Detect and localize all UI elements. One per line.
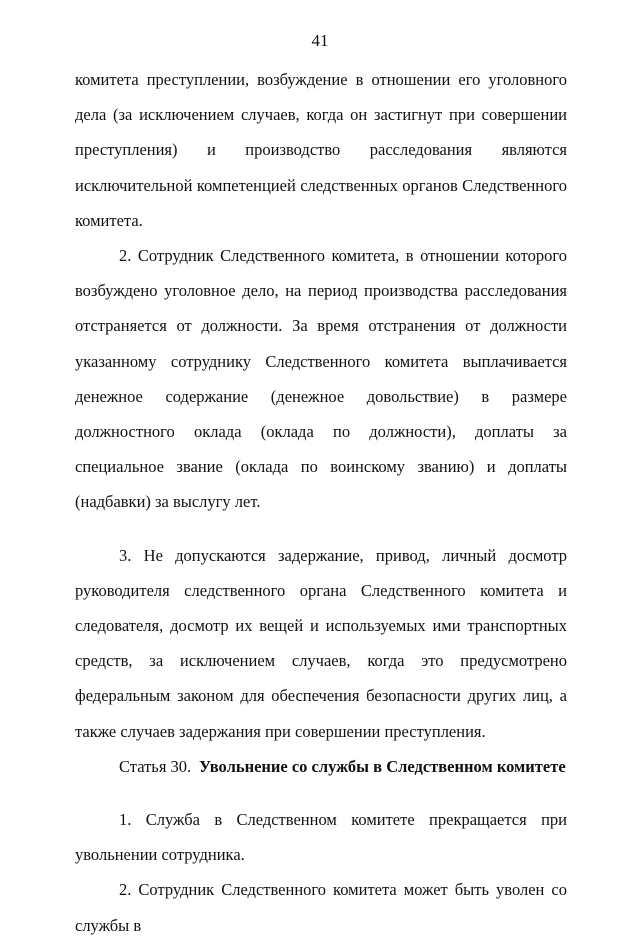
article-heading — [75, 749, 567, 784]
article-paragraph-2: 2. Сотрудник Следственного комитета может быть уволен со службы в — [75, 880, 567, 935]
paragraph-continuation: комитета преступлении, возбуждение в отношении его уголовного дела (за исключением случаев, когда он застигнут при совершении преступления) и производство расследования являются исключительной компетенцией следственных органов Следственного комитета. — [75, 70, 567, 230]
article-title: Увольнение со службы в Следственном комитете — [199, 756, 566, 776]
document-body — [75, 62, 567, 943]
page-number: 41 — [311, 31, 329, 50]
article-paragraph-1: 1. Служба в Следственном комитете прекращается при увольнении сотрудника. — [75, 810, 567, 865]
paragraph-item-3: 3. Не допускаются задержание, привод, личный досмотр руководителя следственного органа Следственного комитета и следователя, досмотр их вещей и используемых ими транспортных средств, за исключением случаев, когда это предусмотрено федеральным законом для обеспечения безопасности других лиц, а также случаев задержания при совершении преступления. — [75, 545, 567, 741]
paragraph-item-2: 2. Сотрудник Следственного комитета, в отношении которого возбуждено уголовное дело, на период производства расследования отстраняется от должности. За время отстранения от должности указанному сотруднику Следственного комитета выплачивается денежное содержание (денежное довольствие) в размере должностного оклада (оклада по должности), доплаты за специальное звание (оклада по воинскому званию) и доплаты (надбавки) за выслугу лет. — [75, 246, 567, 512]
article-number: Статья 30. — [119, 756, 192, 776]
